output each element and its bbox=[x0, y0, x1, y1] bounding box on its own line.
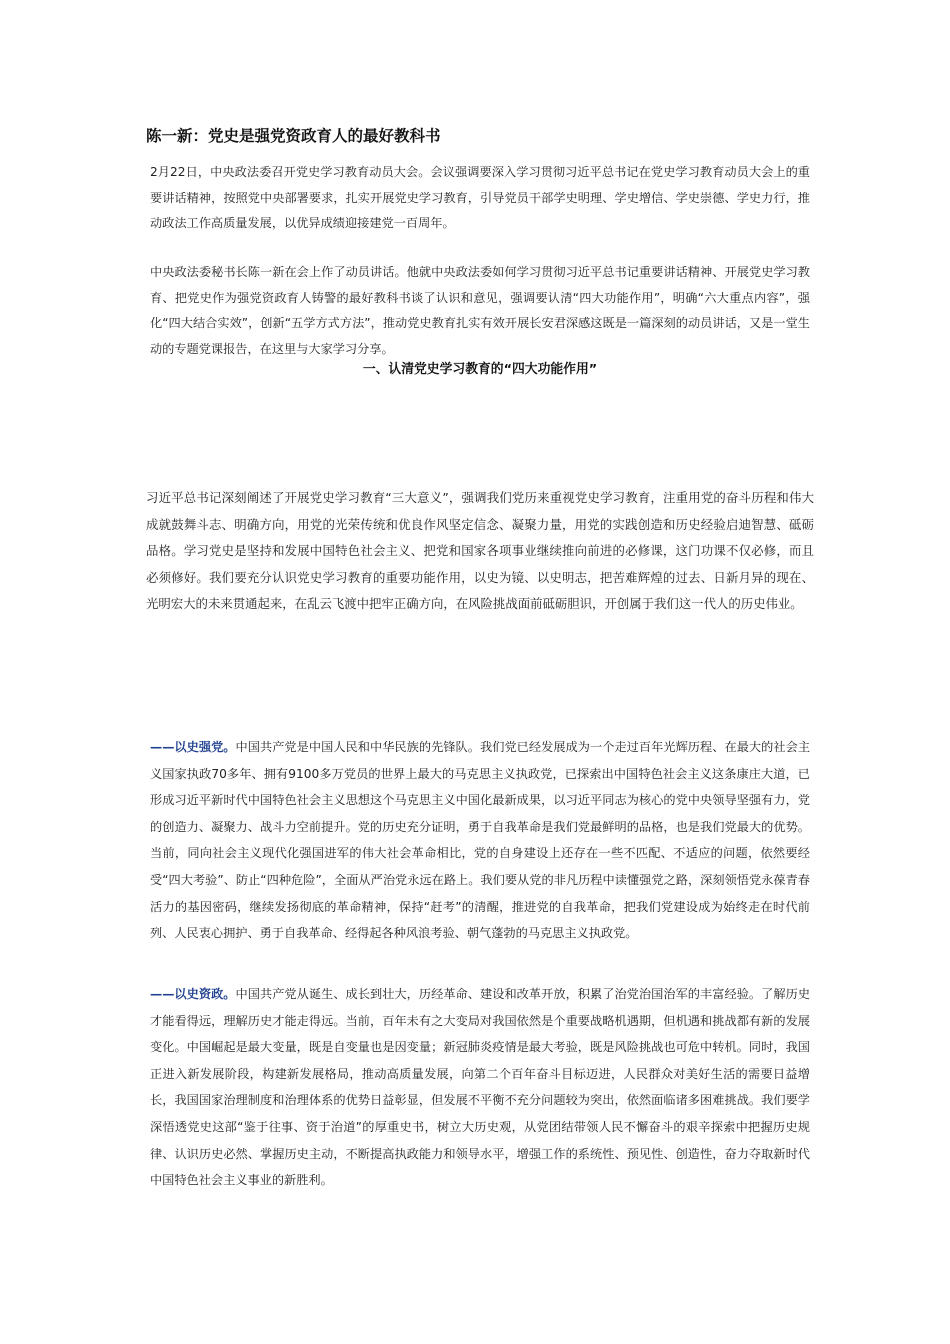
paragraph-lead-strengthen-party: ——以史强党。 bbox=[150, 740, 236, 754]
section-heading: 一、认清党史学习教育的“四大功能作用” bbox=[362, 362, 598, 377]
paragraph-body-governance: 中国共产党从诞生、成长到壮大，历经革命、建设和改革开放，积累了治党治国治军的丰富经验。了解历史才能看得远，理解历史才能走得远。当前，百年未有之大变局对我国依然是个重要战略机遇期，但机遇和挑战都有新的发展变化。中国崛起是最大变量，既是自变量也是因变量；新冠肺炎疫情是最大考验，既是风险挑战也可危中转机。同时，我国正进入新发展阶段，构建新发展格局，推动高质量发展，向第二个百年奋斗目标迈进，人民群众对美好生活的需要日益增长，我国国家治理制度和治理体系的优势日益彰显，但发展不平衡不充分问题较为突出，依然面临诸多困难挑战。我们要学深悟透党史这部“鉴于往事、资于治道”的厚重史书，树立大历史观，从党团结带领人民不懈奋斗的艰辛探索中把握历史规律、认识历史必然、掌握历史主动，不断提高执政能力和领导水平，增强工作的系统性、预见性、创造性，奋力夺取新时代中国特色社会主义事业的新胜利。 bbox=[150, 987, 811, 1188]
paragraph-governance bbox=[150, 981, 810, 1194]
paragraph-speech: 中央政法委秘书长陈一新在会上作了动员讲话。他就中央政法委如何学习贯彻习近平总书记重要讲话精神、开展党史学习教育、把党史作为强党资政育人铸警的最好教科书谈了认识和意见，强调要认清“四大功能作用”，明确“六大重点内容”，强化“四大结合实效”，创新“五学方式方法”，推动党史教育扎实有效开展长安君深感这既是一篇深刻的动员讲话，又是一堂生动的专题党课报告，在这里与大家学习分享。 bbox=[150, 265, 810, 356]
paragraph-significance: 习近平总书记深刻阐述了开展党史学习教育“三大意义”，强调我们党历来重视党史学习教育，注重用党的奋斗历程和伟大成就鼓舞斗志、明确方向，用党的光荣传统和优良作风坚定信念、凝聚力量，用党的实践创造和历史经验启迪智慧、砥砺品格。学习党史是坚持和发展中国特色社会主义、把党和国家各项事业继续推向前进的必修课，这门功课不仅必修，而且必须修好。我们要充分认识党史学习教育的重要功能作用，以史为镜、以史明志，把苦难辉煌的过去、日新月异的现在、光明宏大的未来贯通起来，在乱云飞渡中把牢正确方向，在风险挑战面前砥砺胆识，开创属于我们这一代人的历史伟业。 bbox=[146, 490, 814, 611]
paragraph-body-strengthen-party: 中国共产党是中国人民和中华民族的先锋队。我们党已经发展成为一个走过百年光辉历程、在最大的社会主义国家执政70多年、拥有9100多万党员的世界上最大的马克思主义执政党，已探索出中国特色社会主义这条康庄大道，已形成习近平新时代中国特色社会主义思想这个马克思主义中国化最新成果，以习近平同志为核心的党中央领导坚强有力，党的创造力、凝聚力、战斗力空前提升。党的历史充分证明，勇于自我革命是我们党最鲜明的品格，也是我们党最大的优势。当前，同向社会主义现代化强国进军的伟大社会革命相比，党的自身建设上还存在一些不匹配、不适应的问题，依然要经受“四大考验”、防止“四种危险”，全面从严治党永远在路上。我们要从党的非凡历程中读懂强党之路，深刻领悟党永葆青春活力的基因密码，继续发扬彻底的革命精神，保持“赶考”的清醒，推进党的自我革命，把我们党建设成为始终走在时代前列、人民衷心拥护、勇于自我革命、经得起各种风浪考验、朝气蓬勃的马克思主义执政党。 bbox=[150, 740, 811, 941]
paragraph-intro: 2月22日，中央政法委召开党史学习教育动员大会。会议强调要深入学习贯彻习近平总书记在党史学习教育动员大会上的重要讲话精神，按照党中央部署要求，扎实开展党史学习教育，引导党员干部学史明理、学史增信、学史崇德、学史力行，推动政法工作高质量发展，以优异成绩迎接建党一百周年。 bbox=[150, 165, 810, 230]
document-title: 陈一新：党史是强党资政育人的最好教科书 bbox=[146, 127, 441, 145]
paragraph-lead-governance: ——以史资政。 bbox=[150, 987, 236, 1001]
paragraph-strengthen-party bbox=[150, 734, 810, 947]
